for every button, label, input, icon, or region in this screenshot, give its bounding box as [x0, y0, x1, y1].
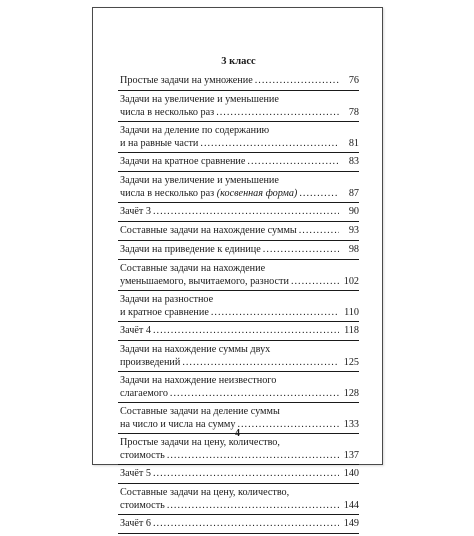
toc-entry-title: Задачи на увеличение и уменьшение [120, 94, 279, 105]
toc-entry-page: 87 [348, 188, 359, 199]
toc-entry-title: Составные задачи на деление суммы [120, 406, 280, 417]
toc-entry-page: 125 [343, 357, 359, 368]
toc-entry-title: Простые задачи на умножение [120, 75, 253, 86]
toc-entry [118, 224, 359, 241]
toc-entry-title: произведений [120, 357, 181, 368]
toc-leader-dots [299, 224, 339, 237]
toc-entry [118, 293, 359, 322]
toc-entry [118, 155, 359, 172]
toc-entry-line [120, 243, 359, 256]
toc-entry-title: и кратное сравнение [120, 307, 209, 318]
toc-entry-page: 137 [343, 450, 359, 461]
toc-entry [118, 174, 359, 203]
toc-leader-dots [211, 306, 339, 319]
toc-entry-title: Зачёт 4 [120, 325, 151, 336]
toc-entry-page: 140 [343, 468, 359, 479]
toc-entry-line [120, 137, 359, 150]
table-of-contents [118, 56, 359, 536]
toc-entry-title: Простые задачи на цену, количество, [120, 437, 280, 448]
toc-entry-title: Составные задачи на цену, количество, [120, 487, 290, 498]
toc-entry [118, 262, 359, 291]
toc-entry-page: 83 [348, 156, 359, 167]
toc-entry-title: Задачи на нахождение суммы двух [120, 344, 271, 355]
toc-leader-dots [216, 106, 339, 119]
toc-entry-line [120, 356, 359, 369]
toc-list [118, 74, 359, 534]
toc-entry-title: Составные задачи на нахождение [120, 263, 266, 274]
toc-entry [118, 324, 359, 341]
toc-entry-page: 128 [343, 388, 359, 399]
toc-entry-line [120, 343, 359, 356]
toc-entry-line [120, 174, 359, 187]
toc-entry [118, 243, 359, 260]
toc-entry-page: 118 [344, 325, 359, 336]
book-page [92, 7, 383, 529]
toc-entry-page: 81 [348, 138, 359, 149]
toc-entry-title: Составные задачи на нахождение суммы [120, 225, 297, 236]
toc-entry-line [120, 224, 359, 237]
toc-entry-line [120, 93, 359, 106]
toc-entry-page: 98 [348, 244, 359, 255]
toc-entry [118, 93, 359, 122]
toc-entry-line [120, 449, 359, 462]
toc-leader-dots [291, 275, 339, 288]
toc-entry-title: стоимость [120, 450, 165, 461]
toc-entry-title: Задачи на увеличение и уменьшение [120, 175, 279, 186]
toc-entry-line [120, 499, 359, 512]
toc-leader-dots [167, 499, 339, 512]
toc-entry-title: и на равные части [120, 138, 199, 149]
toc-entry-line [120, 387, 359, 400]
toc-entry-line [120, 293, 359, 306]
toc-leader-dots [167, 449, 339, 462]
toc-leader-dots [182, 356, 339, 369]
toc-entry-line [120, 124, 359, 137]
toc-entry-page: 93 [348, 225, 359, 236]
toc-entry [118, 436, 359, 465]
toc-entry-title: Зачёт 5 [120, 468, 151, 479]
page-number: 4 [235, 428, 240, 439]
toc-entry-page: 102 [343, 276, 359, 287]
toc-entry-page: 90 [348, 206, 359, 217]
toc-entry-page: 149 [343, 518, 359, 529]
toc-entry-title: стоимость [120, 500, 165, 511]
toc-entry-title: Задачи на кратное сравнение [120, 156, 246, 167]
toc-entry-line [120, 275, 359, 288]
toc-leader-dots [299, 187, 339, 200]
toc-entry-line [120, 517, 359, 530]
toc-entry-title: Задачи на нахождение неизвестного [120, 375, 277, 386]
toc-leader-dots [170, 387, 339, 400]
toc-entry [118, 74, 359, 91]
toc-entry-line [120, 187, 359, 200]
toc-entry [118, 124, 359, 153]
toc-entry-title: уменьшаемого, вычитаемого, разности [120, 276, 289, 287]
toc-entry-line [120, 74, 359, 87]
toc-entry-line [120, 486, 359, 499]
toc-entry-title: числа в несколько раз [120, 188, 215, 199]
toc-entry-line [120, 306, 359, 319]
toc-leader-dots [153, 324, 339, 337]
toc-leader-dots [255, 74, 339, 87]
toc-entry-page: 76 [348, 75, 359, 86]
toc-entry-line [120, 205, 359, 218]
toc-entry-line [120, 324, 359, 337]
toc-entry [118, 486, 359, 515]
toc-leader-dots [263, 243, 339, 256]
toc-entry-page: 133 [343, 419, 359, 430]
toc-entry-line [120, 155, 359, 168]
toc-entry-line [120, 106, 359, 119]
toc-entry-title: Задачи на деление по содержанию [120, 125, 270, 136]
toc-entry-page: 78 [348, 107, 359, 118]
toc-leader-dots [247, 155, 339, 168]
section-title: 3 класс [221, 56, 256, 67]
toc-entry-title: Зачёт 3 [120, 206, 151, 217]
toc-entry-page: 144 [343, 500, 359, 511]
toc-entry-title: числа в несколько раз [120, 107, 215, 118]
toc-leader-dots [153, 517, 339, 530]
toc-entry-title: на число и числа на сумму [120, 419, 236, 430]
toc-entry [118, 517, 359, 534]
toc-entry [118, 467, 359, 484]
toc-entry-line [120, 405, 359, 418]
toc-entry-page: 110 [344, 307, 359, 318]
toc-entry-line [120, 262, 359, 275]
toc-entry-line [120, 374, 359, 387]
toc-entry [118, 205, 359, 222]
toc-entry-title: слагаемого [120, 388, 168, 399]
toc-leader-dots [153, 205, 339, 218]
toc-entry-title: Задачи на приведение к единице [120, 244, 261, 255]
toc-entry-title: Зачёт 6 [120, 518, 151, 529]
toc-entry [118, 343, 359, 372]
toc-entry [118, 374, 359, 403]
toc-entry-title: Задачи на разностное [120, 294, 214, 305]
toc-entry-note: (косвенная форма) [216, 188, 298, 199]
toc-leader-dots [200, 137, 339, 150]
